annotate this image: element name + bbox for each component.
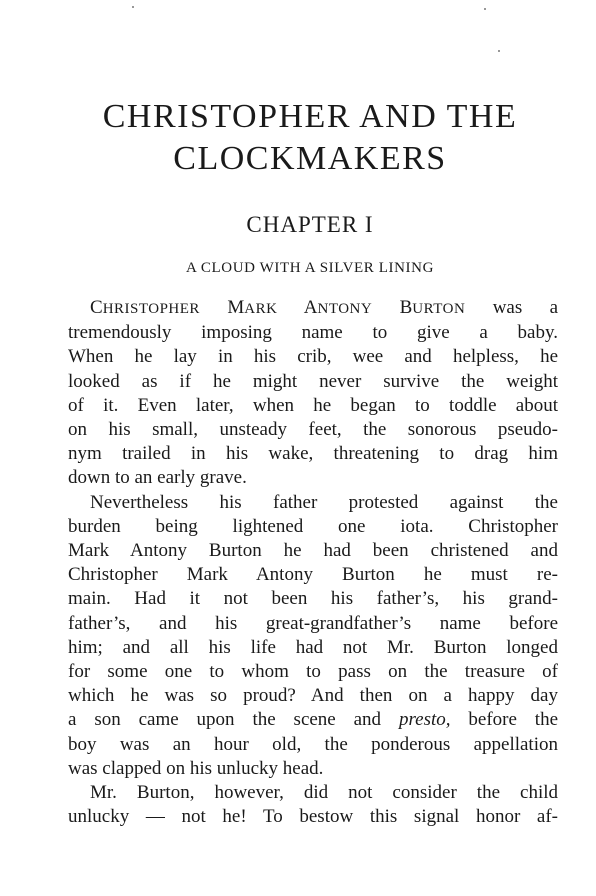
book-title-line-1: CHRISTOPHER AND THE [102, 98, 518, 135]
text-line: father’s, and his great-grandfather’s name before [68, 612, 558, 634]
chapter-body [68, 296, 558, 829]
chapter-subtitle: A CLOUD WITH A SILVER LINING [185, 260, 435, 276]
text-line: of it. Even later, when he began to toddle about [68, 394, 558, 416]
text-line: tremendously imposing name to give a baby. [68, 322, 558, 344]
text-line: a son came upon the scene and presto, before the [68, 709, 559, 731]
paragraph-2 [68, 491, 558, 781]
text-line: Mark Antony Burton he had been christened and [68, 540, 558, 562]
text-line: which he was so proud? And then on a happy day [68, 685, 558, 707]
text-line: Nevertheless his father protested against the [90, 491, 558, 513]
chapter-heading: CHAPTER I [246, 212, 374, 237]
text-line: on his small, unsteady feet, the sonorous pseudo- [68, 419, 558, 441]
text-line: Mr. Burton, however, did not consider the child [90, 782, 558, 804]
text-line: him; and all his life had not Mr. Burton longed [68, 636, 558, 658]
text-line: down to an early grave. [68, 467, 247, 489]
text-line: Christopher Mark Antony Burton he must re- [68, 564, 558, 586]
text-line: was clapped on his unlucky head. [68, 757, 324, 779]
text-line: looked as if he might never survive the weight [68, 370, 558, 392]
paragraph-1 [68, 296, 558, 491]
text-line: for some one to whom to pass on the treasure of [68, 661, 558, 683]
italic-word: presto, [398, 709, 451, 731]
page-speck [498, 50, 500, 52]
text-line: main. Had it not been his father’s, his grand- [68, 588, 558, 610]
opening-name: CHRISTOPHER MARK ANTONY BURTON [90, 297, 466, 318]
text-line: boy was an hour old, the ponderous appellation [68, 733, 558, 755]
text-line: unlucky — not he! To bestow this signal honor af- [68, 806, 558, 828]
page-speck [132, 6, 134, 8]
text-line: CHRISTOPHER MARK ANTONY BURTON was a [90, 297, 559, 318]
book-title-line-2: CLOCKMAKERS [173, 140, 447, 177]
page-speck [484, 8, 486, 10]
text-line: When he lay in his crib, wee and helpless, he [68, 346, 558, 368]
text-line: nym trailed in his wake, threatening to drag him [68, 443, 558, 465]
text-line: burden being lightened one iota. Christopher [68, 515, 558, 537]
paragraph-3 [68, 781, 558, 829]
